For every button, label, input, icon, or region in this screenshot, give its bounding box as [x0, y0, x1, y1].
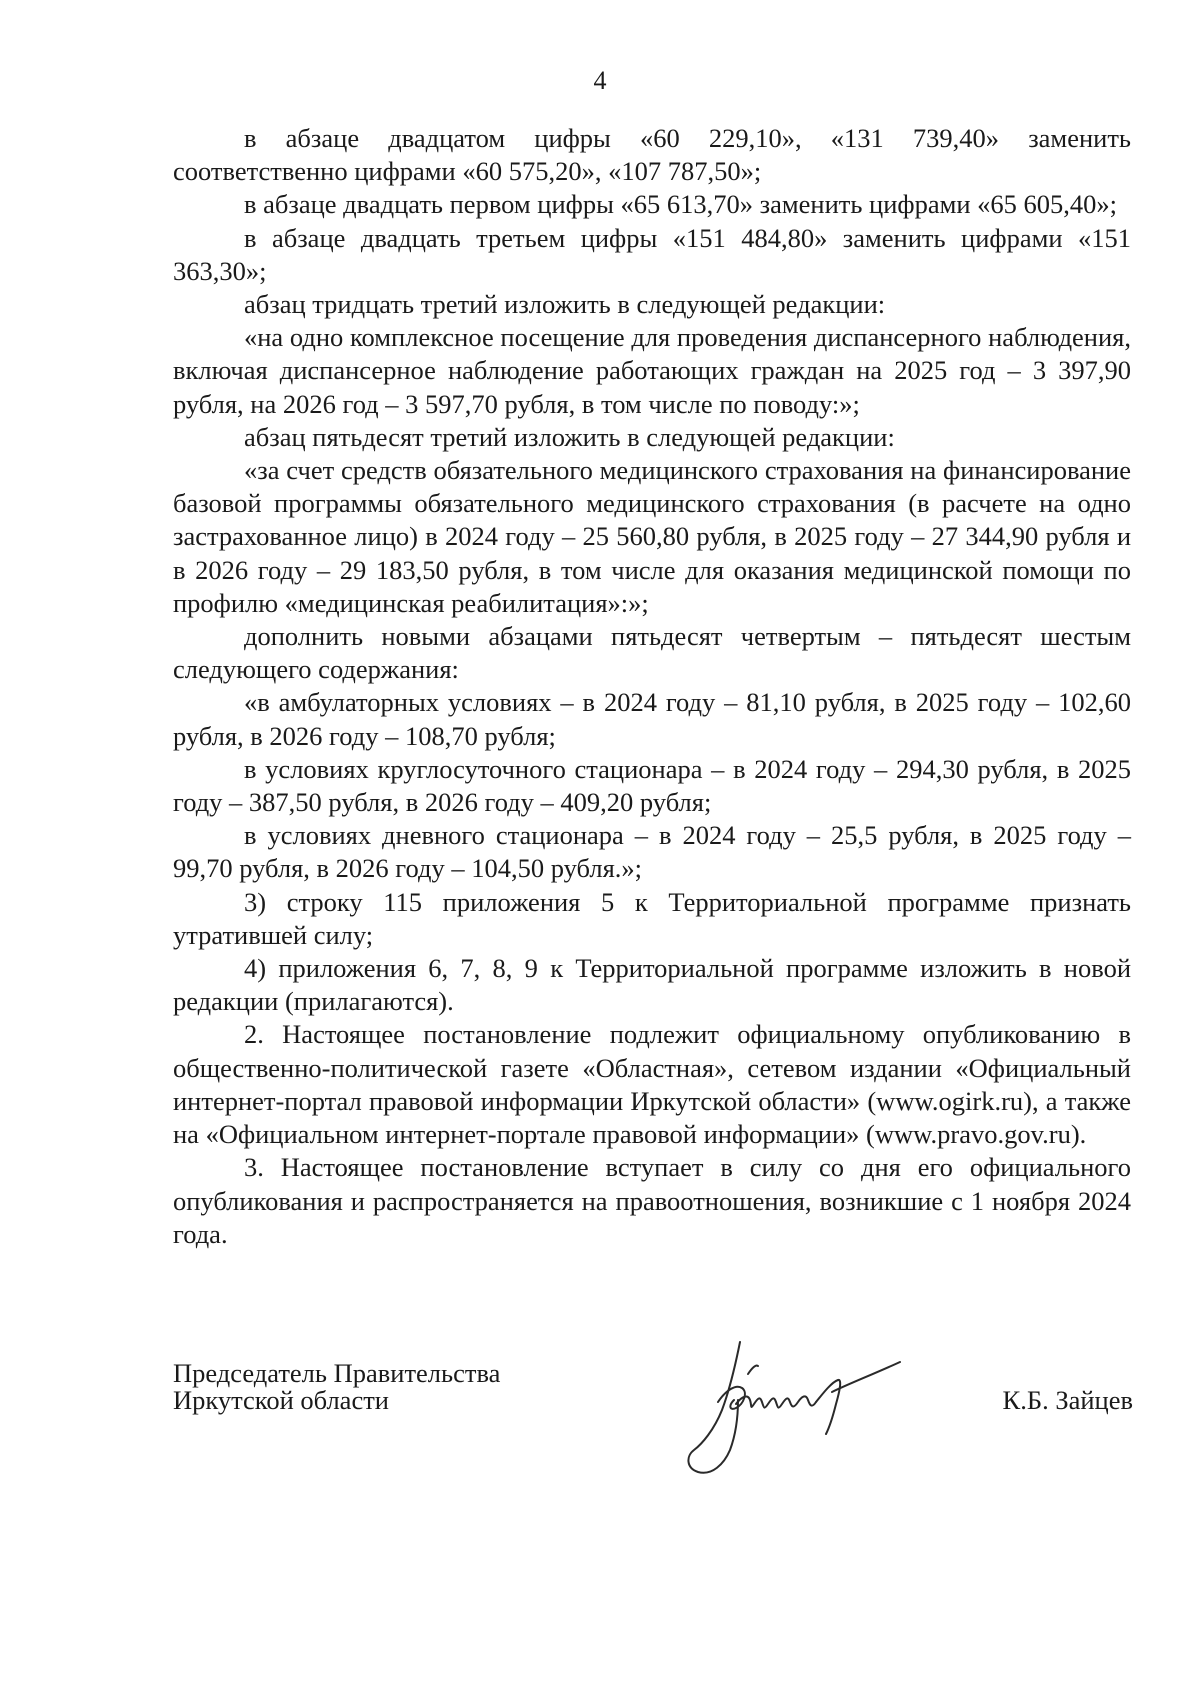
signatory-position: [173, 1360, 500, 1414]
paragraph-1: в абзаце двадцатом цифры «60 229,10», «131 739,40» заменить соответственно цифрами «60 575,20», «107 787,50»;: [173, 123, 1131, 187]
paragraph-11: в условиях дневного стационара – в 2024 году – 25,5 рубля, в 2025 году – 99,70 рубля, в 2026 году – 104,50 рубля.»;: [173, 820, 1131, 884]
page-number: 4: [593, 66, 607, 95]
signatory-position-line2: Иркутской области: [173, 1385, 389, 1415]
signatory-position-line1: Председатель Правительства: [173, 1358, 501, 1388]
paragraph-3: в абзаце двадцать третьем цифры «151 484,80» заменить цифрами «151 363,30»;: [173, 222, 1131, 286]
paragraph-7: «за счет средств обязательного медицинского страхования на финансирование базовой программы обязательного медицинского страхования (в расчете на одно застрахованное лицо) в 2024 году – 25 560,80 рубля, в 2025 году – 27 344,90 рубля и в 2026 году – 29 183,50 рубля, в том числе для оказания медицинской помощи по профилю «медицинская реабилитация»:»;: [173, 455, 1131, 618]
paragraph-12: 3) строку 115 приложения 5 к Территориальной программе признать утратившей силу;: [173, 886, 1131, 950]
signature-block: [173, 1360, 1133, 1510]
handwritten-signature: [678, 1332, 918, 1482]
paragraph-9: «в амбулаторных условиях – в 2024 году – 81,10 рубля, в 2025 году – 102,60 рубля, в 2026 году – 108,70 рубля;: [173, 687, 1131, 751]
paragraph-10: в условиях круглосуточного стационара – в 2024 году – 294,30 рубля, в 2025 году – 387,50 рубля, в 2026 году – 409,20 рубля;: [173, 753, 1131, 818]
paragraph-4: абзац тридцать третий изложить в следующей редакции:: [244, 289, 886, 320]
document-body: [173, 122, 1131, 1251]
paragraph-6: абзац пятьдесят третий изложить в следующей редакции:: [244, 421, 895, 452]
paragraph-15: 3. Настоящее постановление вступает в силу со дня его официального опубликования и распространяется на правоотношения, возникшие с 1 ноября 2024 года.: [173, 1152, 1131, 1249]
paragraph-8: дополнить новыми абзацами пятьдесят четвертым – пятьдесят шестым следующего содержания:: [173, 621, 1131, 685]
paragraph-14: 2. Настоящее постановление подлежит официальному опубликованию в общественно-политической газете «Областная», сетевом издании «Официальный интернет-портал правовой информации Иркутской области» (www.ogirk.ru), а также на «Официальном интернет-портале правовой информации» (www.pravo.gov.ru).: [173, 1019, 1131, 1150]
paragraph-5: «на одно комплексное посещение для проведения диспансерного наблюдения, включая диспансерное наблюдение работающих граждан на 2025 год – 3 397,90 рубля, на 2026 год – 3 597,70 рубля, в том числе по поводу:»;: [173, 322, 1131, 419]
signatory-name: К.Б. Зайцев: [1002, 1385, 1133, 1415]
paragraph-13: 4) приложения 6, 7, 8, 9 к Территориальной программе изложить в новой редакции (прилагаются).: [173, 953, 1131, 1017]
paragraph-2: в абзаце двадцать первом цифры «65 613,70» заменить цифрами «65 605,40»;: [244, 189, 1118, 220]
